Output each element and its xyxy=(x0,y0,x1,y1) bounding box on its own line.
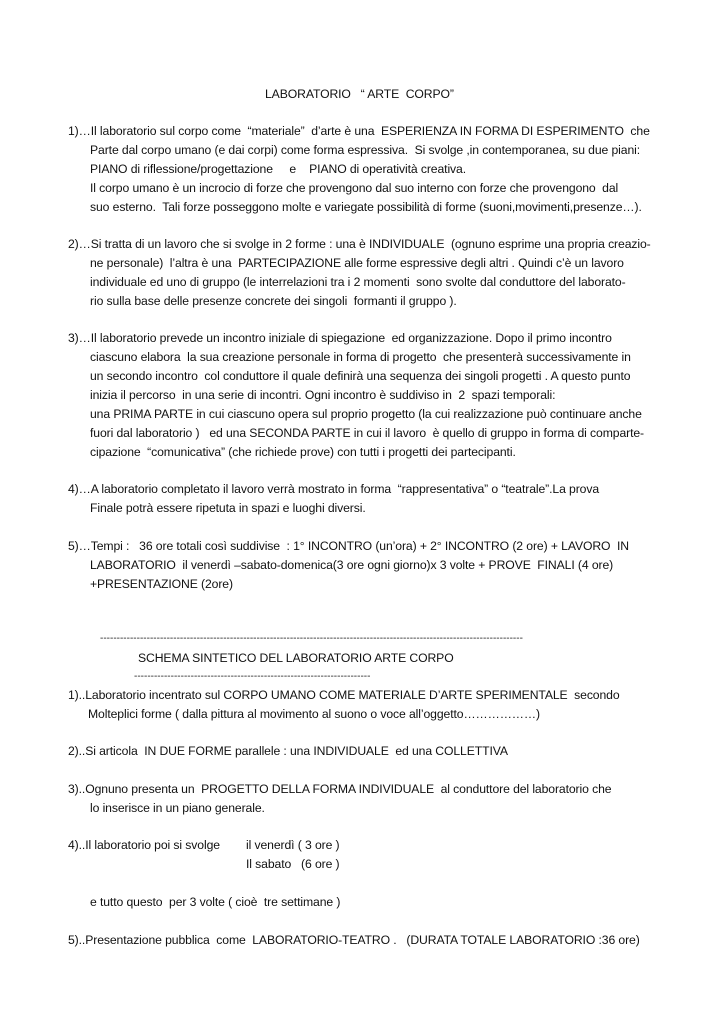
paragraph-line: ciascuno elabora la sua creazione personale in forma di progetto che presenterà successivamente in xyxy=(90,350,631,364)
paragraph-line: 1)…Il laboratorio sul corpo come “materiale” d’arte è una ESPERIENZA IN FORMA DI ESPERIMENTO che xyxy=(68,124,650,138)
paragraph-line: ne personale) l’altra è una PARTECIPAZIONE alle forme espressive degli altri . Quindi c’è un lavoro xyxy=(90,256,624,270)
summary-line: e tutto questo per 3 volte ( cioè tre settimane ) xyxy=(90,895,341,909)
paragraph-line: rio sulla base delle presenze concrete dei singoli formanti il gruppo ). xyxy=(90,294,457,308)
paragraph-line: un secondo incontro col conduttore il quale definirà una sequenza dei singoli progetti . A questo punto xyxy=(90,369,631,383)
paragraph-line: una PRIMA PARTE in cui ciascuno opera sul proprio progetto (la cui realizzazione può continuare anche xyxy=(90,407,642,421)
divider-bottom: ----------------------------------------------------------------------- xyxy=(134,671,371,682)
paragraph-line: suo esterno. Tali forze posseggono molte e variegate possibilità di forme (suoni,movimenti,presenze…). xyxy=(90,200,642,214)
paragraph-line: +PRESENTAZIONE (2ore) xyxy=(90,577,233,591)
summary-line: Molteplici forme ( dalla pittura al movimento al suono o voce all’oggetto………………) xyxy=(88,707,540,721)
summary-line: 3)..Ognuno presenta un PROGETTO DELLA FORMA INDIVIDUALE al conduttore del laboratorio che xyxy=(68,782,612,796)
summary-schedule-line: Il sabato (6 ore ) xyxy=(246,857,340,871)
document-title: LABORATORIO “ ARTE CORPO” xyxy=(265,87,454,101)
summary-line: lo inserisce in un piano generale. xyxy=(90,801,265,815)
paragraph-line: fuori dal laboratorio ) ed una SECONDA PARTE in cui il lavoro è quello di gruppo in forma di comparte- xyxy=(90,426,645,440)
paragraph-line: Finale potrà essere ripetuta in spazi e luoghi diversi. xyxy=(90,501,366,515)
divider-top: ------------------------------------------------------------------------------------------------------------------------------- xyxy=(100,633,523,644)
paragraph-line: LABORATORIO il venerdì –sabato-domenica(3 ore ogni giorno)x 3 volte + PROVE FINALI (4 ore) xyxy=(90,558,614,572)
paragraph-line: 2)…Si tratta di un lavoro che si svolge in 2 forme : una è INDIVIDUALE (ognuno esprime una propria creazio- xyxy=(68,237,651,251)
paragraph-line: 3)…Il laboratorio prevede un incontro iniziale di spiegazione ed organizzazione. Dopo il primo incontro xyxy=(68,331,612,345)
summary-line: 4)..Il laboratorio poi si svolge xyxy=(68,838,220,852)
summary-title: SCHEMA SINTETICO DEL LABORATORIO ARTE CORPO xyxy=(138,651,454,665)
paragraph-line: Parte dal corpo umano (e dai corpi) come forma espressiva. Si svolge ,in contemporanea, su due piani: xyxy=(90,143,641,157)
paragraph-line: cipazione “comunicativa” (che richiede prove) con tutti i progetti dei partecipanti. xyxy=(90,445,516,459)
summary-line: 2)..Si articola IN DUE FORME parallele : una INDIVIDUALE ed una COLLETTIVA xyxy=(68,744,508,758)
summary-schedule-line: il venerdì ( 3 ore ) xyxy=(246,838,340,852)
paragraph-line: 4)…A laboratorio completato il lavoro verrà mostrato in forma “rappresentativa” o “teatrale”.La prova xyxy=(68,482,600,496)
paragraph-line: inizia il percorso in una serie di incontri. Ogni incontro è suddiviso in 2 spazi temporali: xyxy=(90,388,556,402)
paragraph-line: PIANO di riflessione/progettazione e PIANO di operatività creativa. xyxy=(90,162,467,176)
summary-line: 1)..Laboratorio incentrato sul CORPO UMANO COME MATERIALE D’ARTE SPERIMENTALE secondo xyxy=(68,688,620,702)
paragraph-line: Il corpo umano è un incrocio di forze che provengono dal suo interno con forze che provengono dal xyxy=(90,181,619,195)
summary-line: 5)..Presentazione pubblica come LABORATORIO-TEATRO . (DURATA TOTALE LABORATORIO :36 ore) xyxy=(68,933,640,947)
paragraph-line: 5)…Tempi : 36 ore totali così suddivise : 1° INCONTRO (un’ora) + 2° INCONTRO (2 ore) + LAVORO IN xyxy=(68,539,629,553)
paragraph-line: individuale ed uno di gruppo (le interrelazioni tra i 2 momenti sono svolte dal conduttore del laborato- xyxy=(90,275,626,289)
